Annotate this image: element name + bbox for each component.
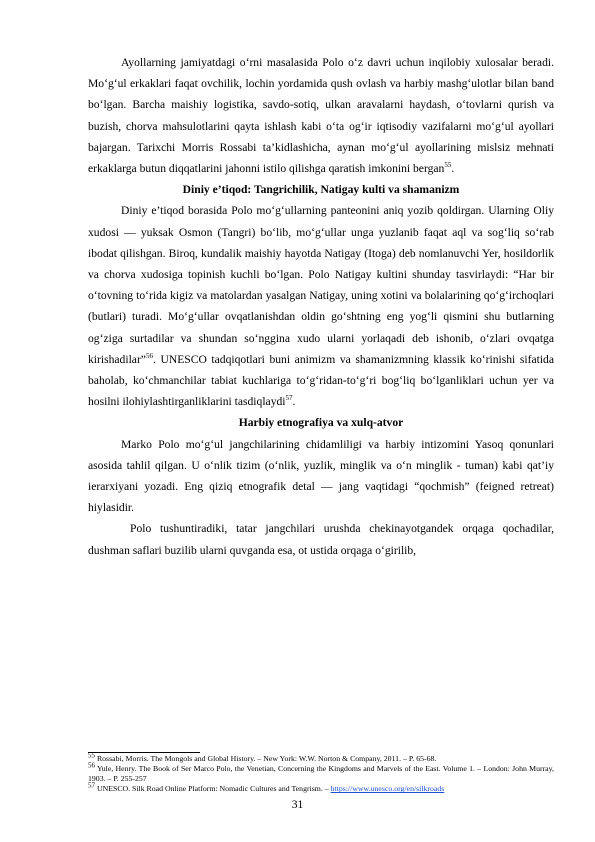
footnote-ref-57[interactable]: 57 — [285, 394, 293, 403]
footnotes — [88, 751, 554, 794]
paragraph-women-role — [88, 52, 554, 179]
paragraph-religion — [88, 200, 554, 412]
punctuation: . — [292, 395, 296, 409]
footnote-56 — [88, 761, 554, 784]
section-heading-military: Harbiy etnografiya va xulq-atvor — [238, 416, 404, 430]
section-heading-religion: Diniy e’tiqod: Tangrichilik, Natigay kulti va shamanizm — [182, 183, 460, 197]
footnote-ref-56[interactable]: 56 — [145, 351, 153, 360]
footnote-separator — [88, 752, 200, 753]
footnote-text: Rossabi, Morris. The Mongols and Global History. – New York: W.W. Norton & Company, 2011. – P. 65-68. — [96, 754, 437, 763]
footnote-number: 55 — [88, 751, 95, 760]
footnote-text: Yule, Henry. The Book of Ser Marco Polo, the Venetian, Concerning the Kingdoms and Marvels of the East. Volume 1. – London: John Murray, 1903. – P. 255-257 — [88, 764, 554, 784]
punctuation: . — [451, 162, 455, 176]
body-content — [88, 52, 554, 561]
paragraph-military: Marko Polo mo‘g‘ul jangchilarining chidamliligi va harbiy intizomini Yasoq qonunlari asosida tahlil qilgan. U o‘nlik tizim (o‘nlik, yuzlik, minglik va o‘n minglik - tuman) kabi qat’iy ierarxiyani yozadi. Eng qiziq etnografik detal — jang vaqtidagi “qochmish” (feigned retreat) hiylasidir. — [88, 437, 554, 515]
paragraph-feigned-retreat: Polo tushuntiradiki, tatar jangchilari urushda chekinayotgandek orqaga qochadilar, dushman saflari buzilib ularni quvganda esa, ot ustida orqaga o‘girilib, — [88, 522, 554, 557]
footnote-number: 56 — [88, 761, 95, 770]
page-number: 31 — [291, 798, 304, 811]
paragraph-text: Ayollarning jamiyatdagi o‘rni masalasida Polo o‘z davri uchun inqilobiy xulosalar beradi. Mo‘g‘ul erkaklari faqat ovchilik, lochin yordamida qush ovlash va harbiy mashg‘ulotlar bilan band bo‘lgan. Barcha maishiy logistika, savdo-sotiq, ulkan aravalarni haydash, o‘tovlarni qurish va buzish, chorva mahsulotlarini qayta ishlash kabi o‘ta og‘ir iqtisodiy vazifalarni mo‘g‘ul ayollari bajargan. Tarixchi Morris Rossabi ta’kidlashicha, aynan mo‘g‘ul ayollarining mislsiz mehnati erkaklarga butun diqqatlarini jahonni istilo qilishga qaratish imkonini bergan — [88, 56, 554, 176]
footnote-ref-55[interactable]: 55 — [444, 161, 452, 170]
footnote-57 — [88, 781, 554, 794]
footnote-link[interactable]: https://www.unesco.org/en/silkroads — [330, 784, 445, 794]
paragraph-text: Diniy e’tiqod borasida Polo mo‘g‘ullarning panteonini aniq yozib qoldirgan. Ularning Oliy xudosi — yuksak Osmon (Tangri) bo‘lib, mo‘g‘ullar unga yuzlanib faqat aql va sog‘liq so‘rab ibodat qilishgan. Biroq, kundalik maishiy hayotda Natigay (Itoga) deb nomlanuvchi Yer, hosildorlik va chorva xudosiga topinish kuchli bo‘lgan. Polo Natigay kultini shunday tasvirlaydi: “Har bir o‘tovning to‘rida kigiz va matolardan yasalgan Natigay, uning xotini va bolalarining qo‘g‘irchoqlari (butlari) turadi. Mo‘g‘ullar ovqatlanishdan oldin go‘shtning eng yog‘li qismini shu butlarning og‘ziga surtadilar va shundan so‘nggina xudo ularni yorlaqadi deb ishonib, o‘zlari ovqatga kirishadilar” — [88, 204, 554, 366]
footnote-55 — [88, 751, 554, 764]
paragraph-text: . UNESCO tadqiqotlari buni animizm va shamanizmning klassik ko‘rinishi sifatida baholab, ko‘chmanchilar tabiat kuchlariga to‘g‘ridan-to‘g‘ri bog‘liq bo‘lganliklari uchun yer va hosilni ilohiylashtirganliklarini tasdiqlaydi — [88, 352, 554, 409]
footnote-text: UNESCO. Silk Road Online Platform: Nomadic Cultures and Tengrism. – — [96, 784, 331, 794]
footnote-number: 57 — [88, 781, 95, 790]
